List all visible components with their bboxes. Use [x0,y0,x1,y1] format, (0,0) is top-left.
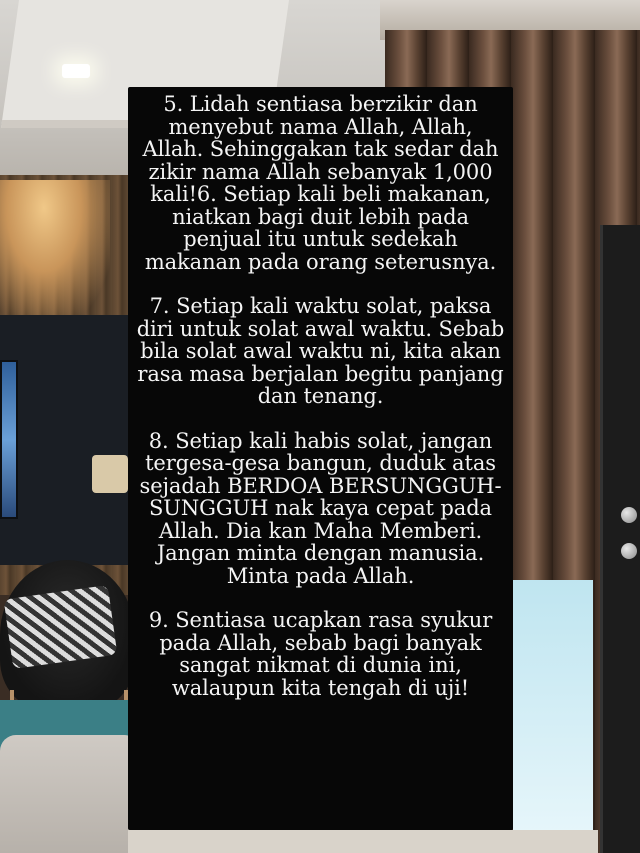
tv-screen [0,360,18,519]
door-knob [621,507,637,523]
table-lamp [92,455,128,493]
tip-paragraph-7: 7. Setiap kali waktu solat, paksa diri untuk solat awal waktu. Sebab bila solat awal waktu ni, kita akan rasa masa berjalan begitu panjang dan tenang. [136,294,505,408]
tv-cabinet [0,315,140,565]
ceiling-light [62,64,90,78]
window-light [513,580,593,853]
text-card [128,87,513,830]
floor [128,830,598,853]
tip-paragraph-9: 9. Sentiasa ucapkan rasa syukur pada Allah, sebab bagi banyak sangat nikmat di dunia ini, walaupun kita tengah di uji! [148,608,493,700]
sofa [0,735,140,853]
door [600,225,640,853]
tip-paragraph-5-6: 5. Lidah sentiasa berzikir dan menyebut nama Allah, Allah, Allah. Sehinggakan tak sedar dah zikir nama Allah sebanyak 1,000 kali!6. Setiap kali beli makanan, niatkan bagi duit lebih pada penjual itu untuk sedekah makanan pada orang seterusnya. [142,92,499,274]
tip-paragraph-8: 8. Setiap kali habis solat, jangan tergesa-gesa bangun, duduk atas sejadah BERDOA BERSUNGGUH-SUNGGUH nak kaya cepat pada Allah. Dia kan Maha Memberi. Jangan minta dengan manusia. Minta pada Allah. [139,428,502,588]
wall-light-glow [0,180,110,320]
door-lock [621,543,637,559]
checkered-cushion [4,585,118,669]
